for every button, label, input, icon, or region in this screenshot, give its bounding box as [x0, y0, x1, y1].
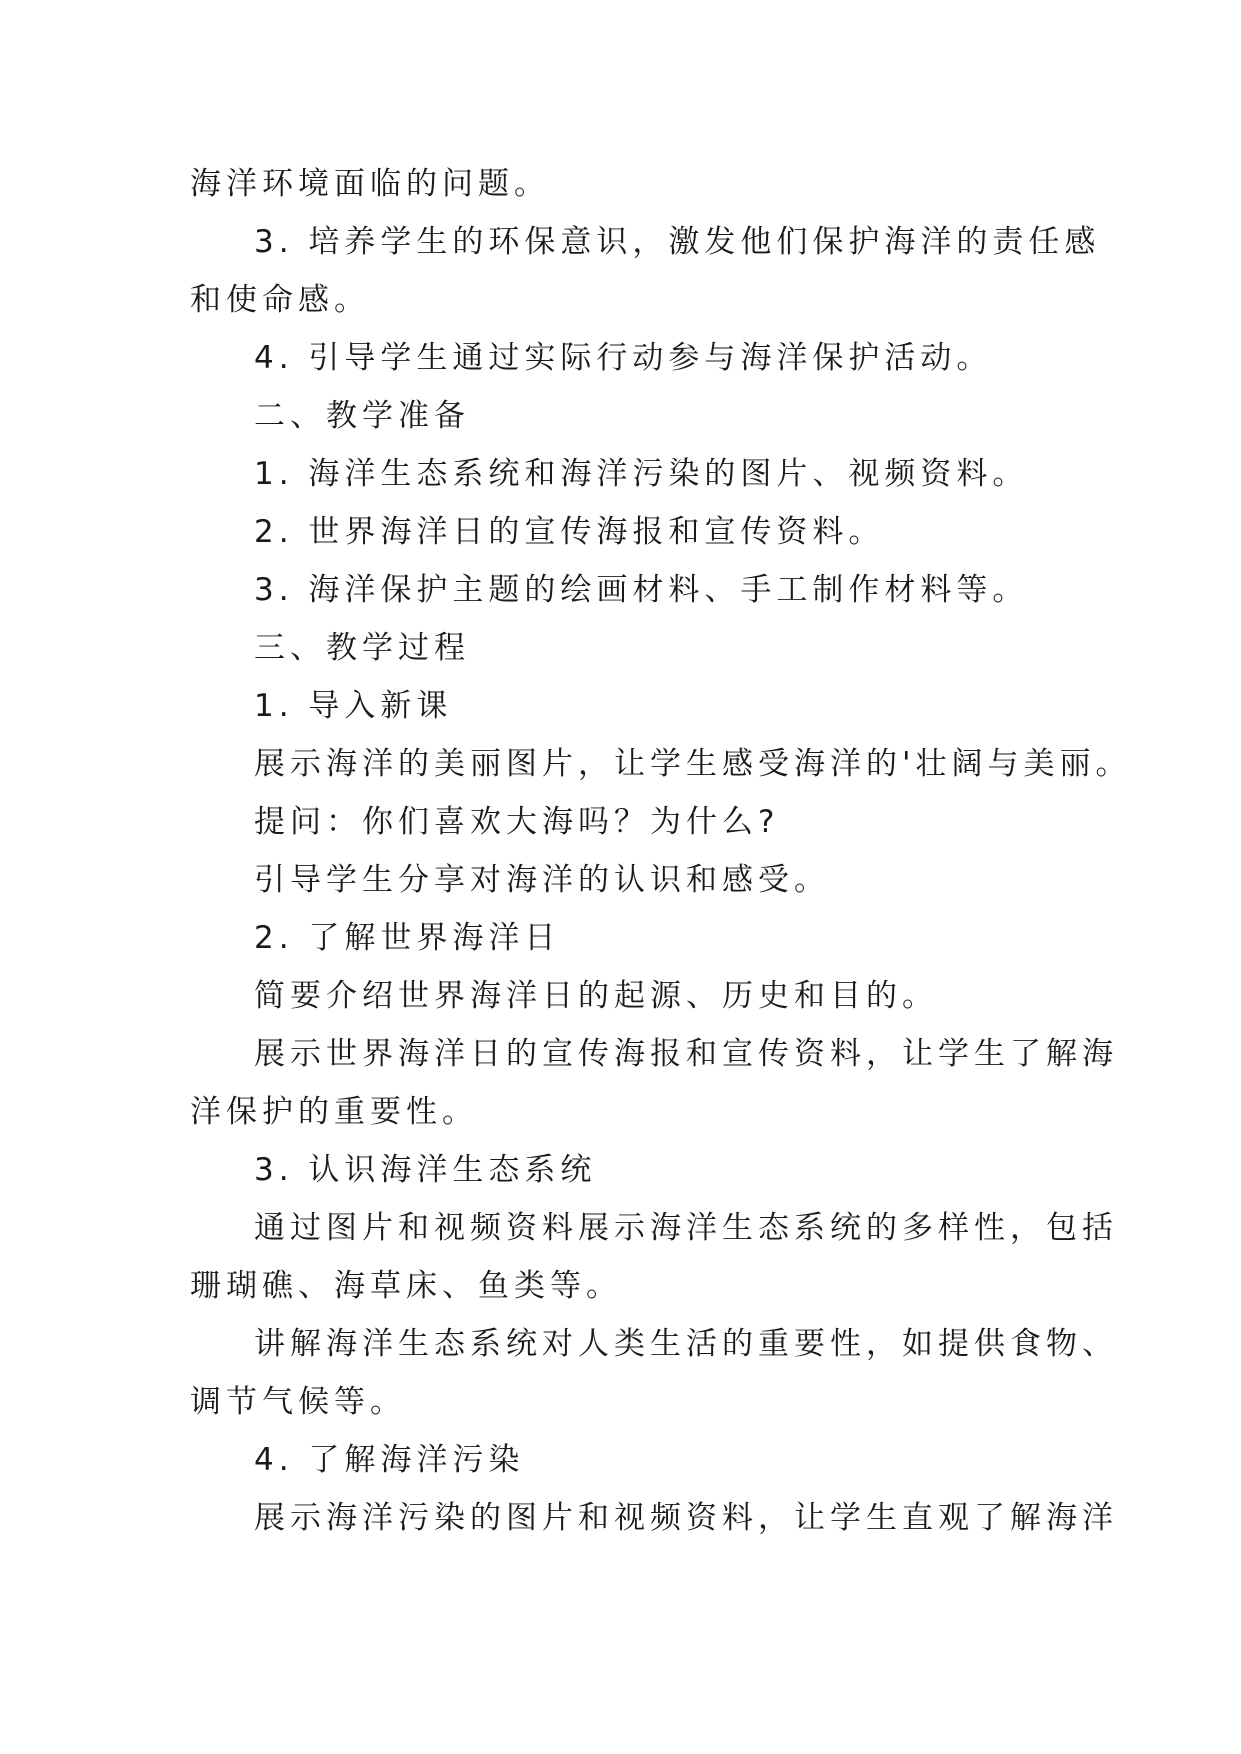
text-line: 引导学生分享对海洋的认识和感受。	[254, 862, 830, 898]
subsection-heading: 1. 导入新课	[254, 688, 453, 724]
subsection-heading: 4. 了解海洋污染	[254, 1442, 525, 1478]
text-line: 洋保护的重要性。	[190, 1094, 478, 1130]
text-line: 展示世界海洋日的宣传海报和宣传资料，让学生了解海	[254, 1036, 1118, 1072]
text-line: 简要介绍世界海洋日的起源、历史和目的。	[254, 978, 938, 1014]
section-heading: 二、教学准备	[254, 398, 470, 434]
text-line: 3. 海洋保护主题的绘画材料、手工制作材料等。	[254, 572, 1029, 608]
text-line: 和使命感。	[190, 282, 370, 318]
section-heading: 三、教学过程	[254, 630, 470, 666]
text-line: 讲解海洋生态系统对人类生活的重要性，如提供食物、	[254, 1326, 1118, 1362]
text-line: 2. 世界海洋日的宣传海报和宣传资料。	[254, 514, 885, 550]
subsection-heading: 3. 认识海洋生态系统	[254, 1152, 597, 1188]
text-line: 1. 海洋生态系统和海洋污染的图片、视频资料。	[254, 456, 1029, 492]
text-line: 海洋环境面临的问题。	[190, 166, 550, 202]
text-line: 提问：你们喜欢大海吗？为什么?	[254, 804, 780, 840]
document-body	[190, 155, 1132, 1547]
text-line: 3. 培养学生的环保意识，激发他们保护海洋的责任感	[254, 224, 1101, 260]
text-line: 展示海洋的美丽图片，让学生感受海洋的'壮阔与美丽。	[254, 746, 1132, 782]
text-line: 珊瑚礁、海草床、鱼类等。	[190, 1268, 622, 1304]
subsection-heading: 2. 了解世界海洋日	[254, 920, 561, 956]
text-line: 通过图片和视频资料展示海洋生态系统的多样性，包括	[254, 1210, 1118, 1246]
text-line: 展示海洋污染的图片和视频资料，让学生直观了解海洋	[254, 1500, 1118, 1536]
text-line: 4. 引导学生通过实际行动参与海洋保护活动。	[254, 340, 993, 376]
text-line: 调节气候等。	[190, 1384, 406, 1420]
